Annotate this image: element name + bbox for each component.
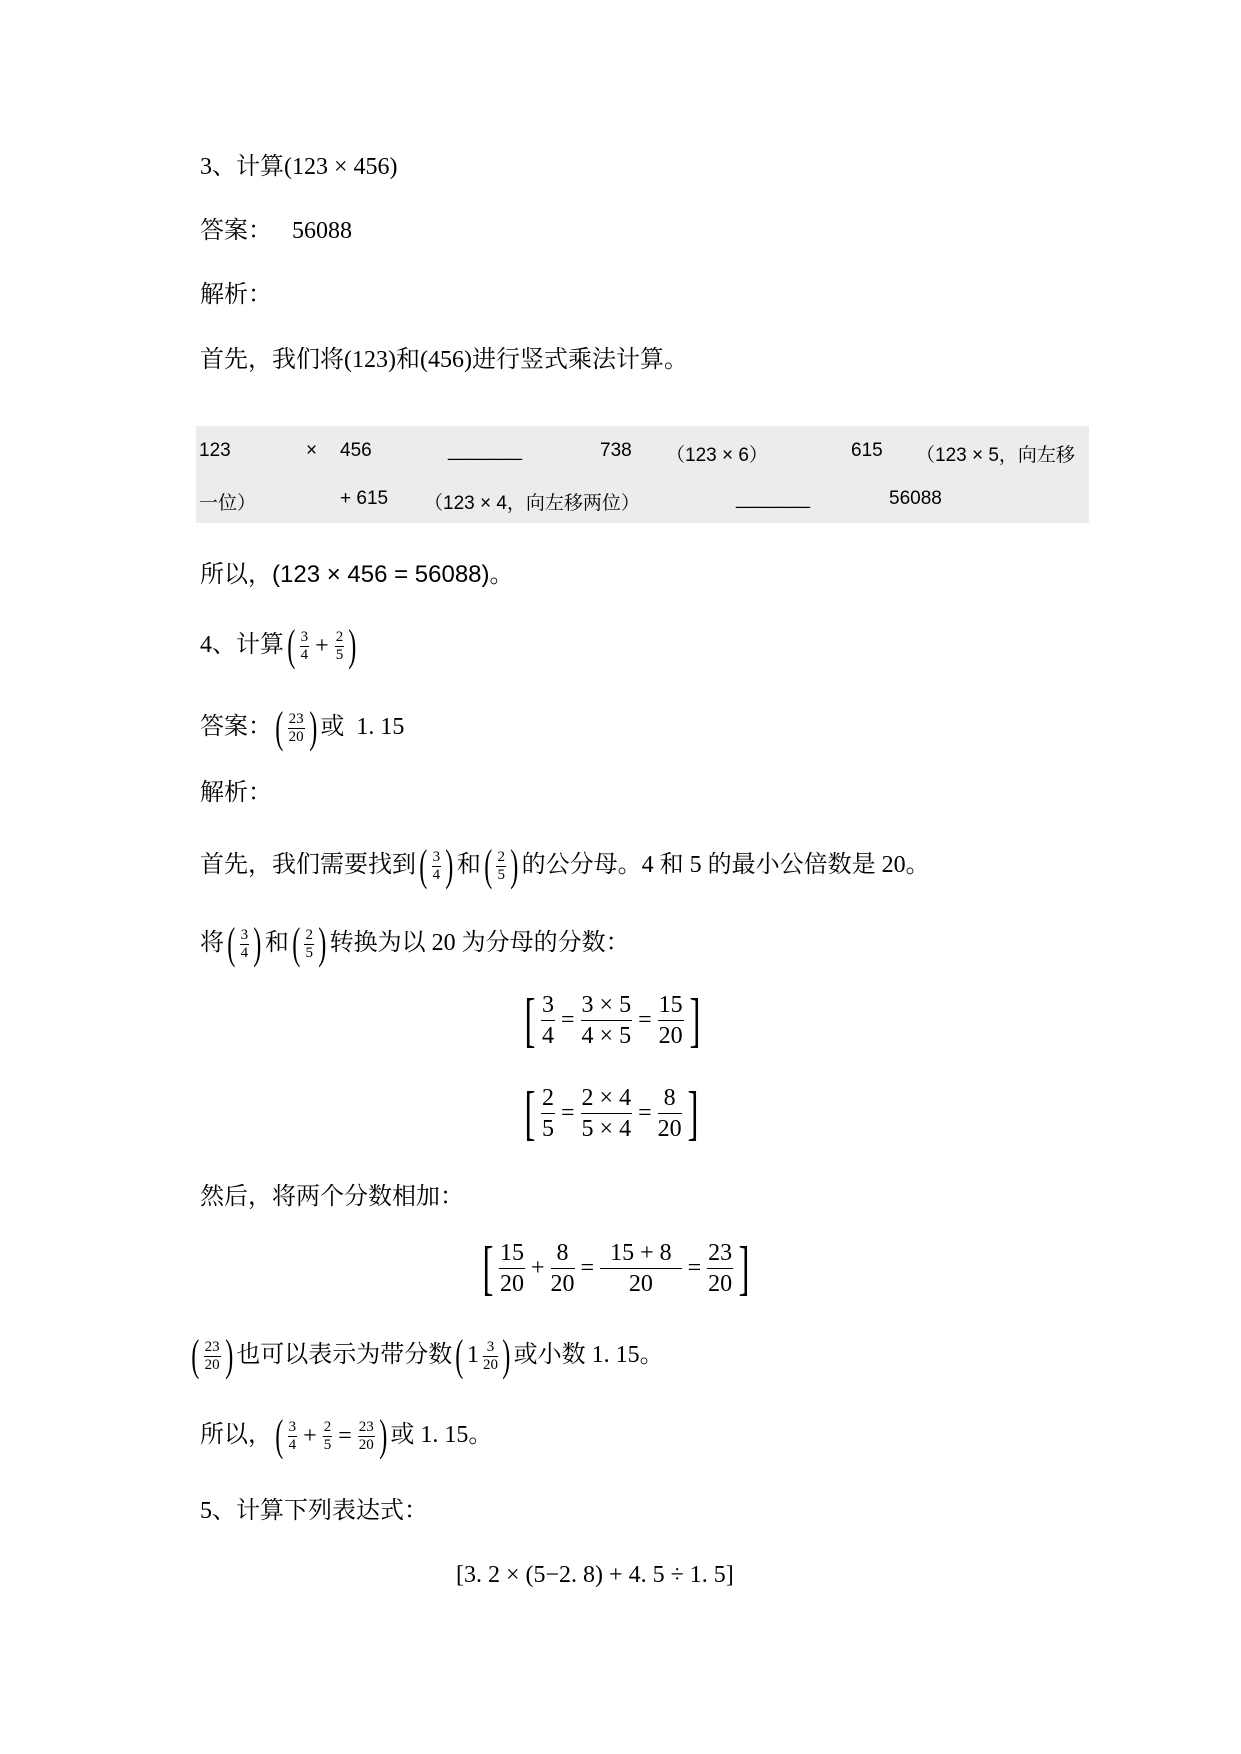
calc-partial-3-note: （123 × 4，向左移两位）	[424, 493, 640, 514]
answer-fraction: $\frac{23}{20}$	[288, 710, 304, 745]
fraction: $\frac{3}{4}$	[541, 991, 554, 1049]
equation-3-4: [ $\frac{3}{4}$ = $\frac{3 \times 5}{4 \times 5}$ = $\frac{15}{20}$ ]	[524, 987, 701, 1053]
fraction: $\frac{3}{4}$	[240, 926, 249, 961]
calc-rule-1: _______	[448, 440, 522, 461]
fraction: $\frac{2}{5}$	[305, 926, 313, 961]
calc-b: 456	[340, 440, 372, 461]
calc-partial-2-note-end: 一位）	[199, 493, 257, 514]
fraction: $\frac{15}{20}$	[658, 991, 683, 1049]
q3-answer	[200, 214, 352, 248]
q3-analysis-label: 解析：	[200, 282, 272, 308]
q5-expression: [3. 2 × (5−2. 8) + 4. 5 ÷ 1. 5]	[456, 1562, 734, 1588]
fraction: $\frac{2}{5}$	[497, 848, 505, 883]
fraction: $\frac{2 \times 4}{5 \times 4}$	[581, 1084, 632, 1142]
q4-answer: 答案：( $\frac{23}{20}$ ) 或 1. 15	[200, 703, 405, 753]
q4-step-2: 将( $\frac{3}{4}$ ) 和( $\frac{2}{5}$ ) 转换为以 20 为分母的分数：	[200, 919, 630, 969]
fraction: $\frac{8}{20}$	[550, 1239, 575, 1297]
q4-step-1: 首先，我们需要找到( $\frac{3}{4}$ ) 和( $\frac{2}{5}$ ) 的公分母。4 和 5 的最小公倍数是 20。	[200, 841, 930, 891]
equation-sum: [ $\frac{15}{20}$ + $\frac{8}{20}$ = $\frac{15 + 8}{20}$ = $\frac{23}{20}$ ]	[482, 1235, 750, 1301]
fraction: $\frac{15 + 8}{20}$	[600, 1241, 682, 1296]
q3-intro: 首先，我们将(123)和(456)进行竖式乘法计算。	[200, 347, 688, 373]
calc-partial-1-note: （123 × 6）	[666, 445, 768, 466]
fraction: $\frac{23}{20}$	[708, 1239, 733, 1297]
fraction: $\frac{2}{5}$	[323, 1418, 332, 1453]
fraction: $\frac{3 \times 5}{4 \times 5}$	[581, 991, 632, 1049]
fraction: $\frac{15}{20}$	[499, 1239, 524, 1297]
q4-then: 然后，将两个分数相加：	[200, 1184, 464, 1210]
conclusion-suffix: 。	[489, 562, 514, 588]
calc-a: 123	[199, 440, 231, 461]
q4-analysis-label: 解析：	[200, 780, 272, 806]
q3-title: 3、计算(123 × 456)	[200, 154, 398, 180]
fraction: $\frac{8}{20}$	[657, 1084, 682, 1142]
fraction: $\frac{2}{5}$	[335, 628, 344, 663]
equation-2-5: [ $\frac{2}{5}$ = $\frac{2 \times 4}{5 \times 4}$ = $\frac{8}{20}$ ]	[524, 1080, 699, 1146]
calc-partial-3: + 615	[340, 488, 389, 509]
fraction: $\frac{3}{4}$	[300, 628, 309, 663]
title-prefix: 4、计算	[200, 632, 284, 658]
q4-mixed-number: ( $\frac{23}{20}$ ) 也可以表示为带分数( 1 $\frac{3}{20}$ ) 或小数 1. 15。	[191, 1331, 664, 1381]
answer-value: 56088	[292, 218, 352, 244]
fraction: $\frac{23}{20}$	[204, 1338, 220, 1373]
fraction: $\frac{2}{5}$	[541, 1084, 554, 1142]
q3-conclusion	[200, 558, 514, 592]
fraction: $\frac{23}{20}$	[358, 1418, 374, 1453]
q5-title: 5、计算下列表达式：	[200, 1498, 428, 1524]
conclusion-expr: (123 × 456 = 56088)	[272, 561, 490, 588]
fraction: $\frac{3}{20}$	[482, 1338, 498, 1373]
calc-partial-2-note: （123 × 5，向左移	[916, 445, 1075, 466]
calc-partial-1: 738	[600, 440, 632, 461]
vertical-multiplication-box	[196, 426, 1089, 523]
calc-result: 56088	[889, 488, 942, 509]
answer-label: 答案：	[200, 218, 272, 244]
answer-label: 答案：	[200, 714, 272, 740]
q4-title: 4、计算( $\frac{3}{4}$ + $\frac{2}{5}$ )	[200, 621, 357, 671]
conclusion-prefix: 所以，	[200, 562, 272, 588]
answer-decimal: 1. 15	[356, 714, 405, 740]
q4-conclusion: 所以，( $\frac{3}{4}$ + $\frac{2}{5}$ = $\frac{23}{20}$ ) 或 1. 15。	[200, 1411, 493, 1461]
fraction: $\frac{3}{4}$	[288, 1418, 297, 1453]
calc-times: ×	[306, 440, 318, 461]
calc-rule-2: _______	[736, 488, 810, 509]
calc-partial-2: 615	[851, 440, 883, 461]
fraction: $\frac{3}{4}$	[432, 848, 441, 883]
